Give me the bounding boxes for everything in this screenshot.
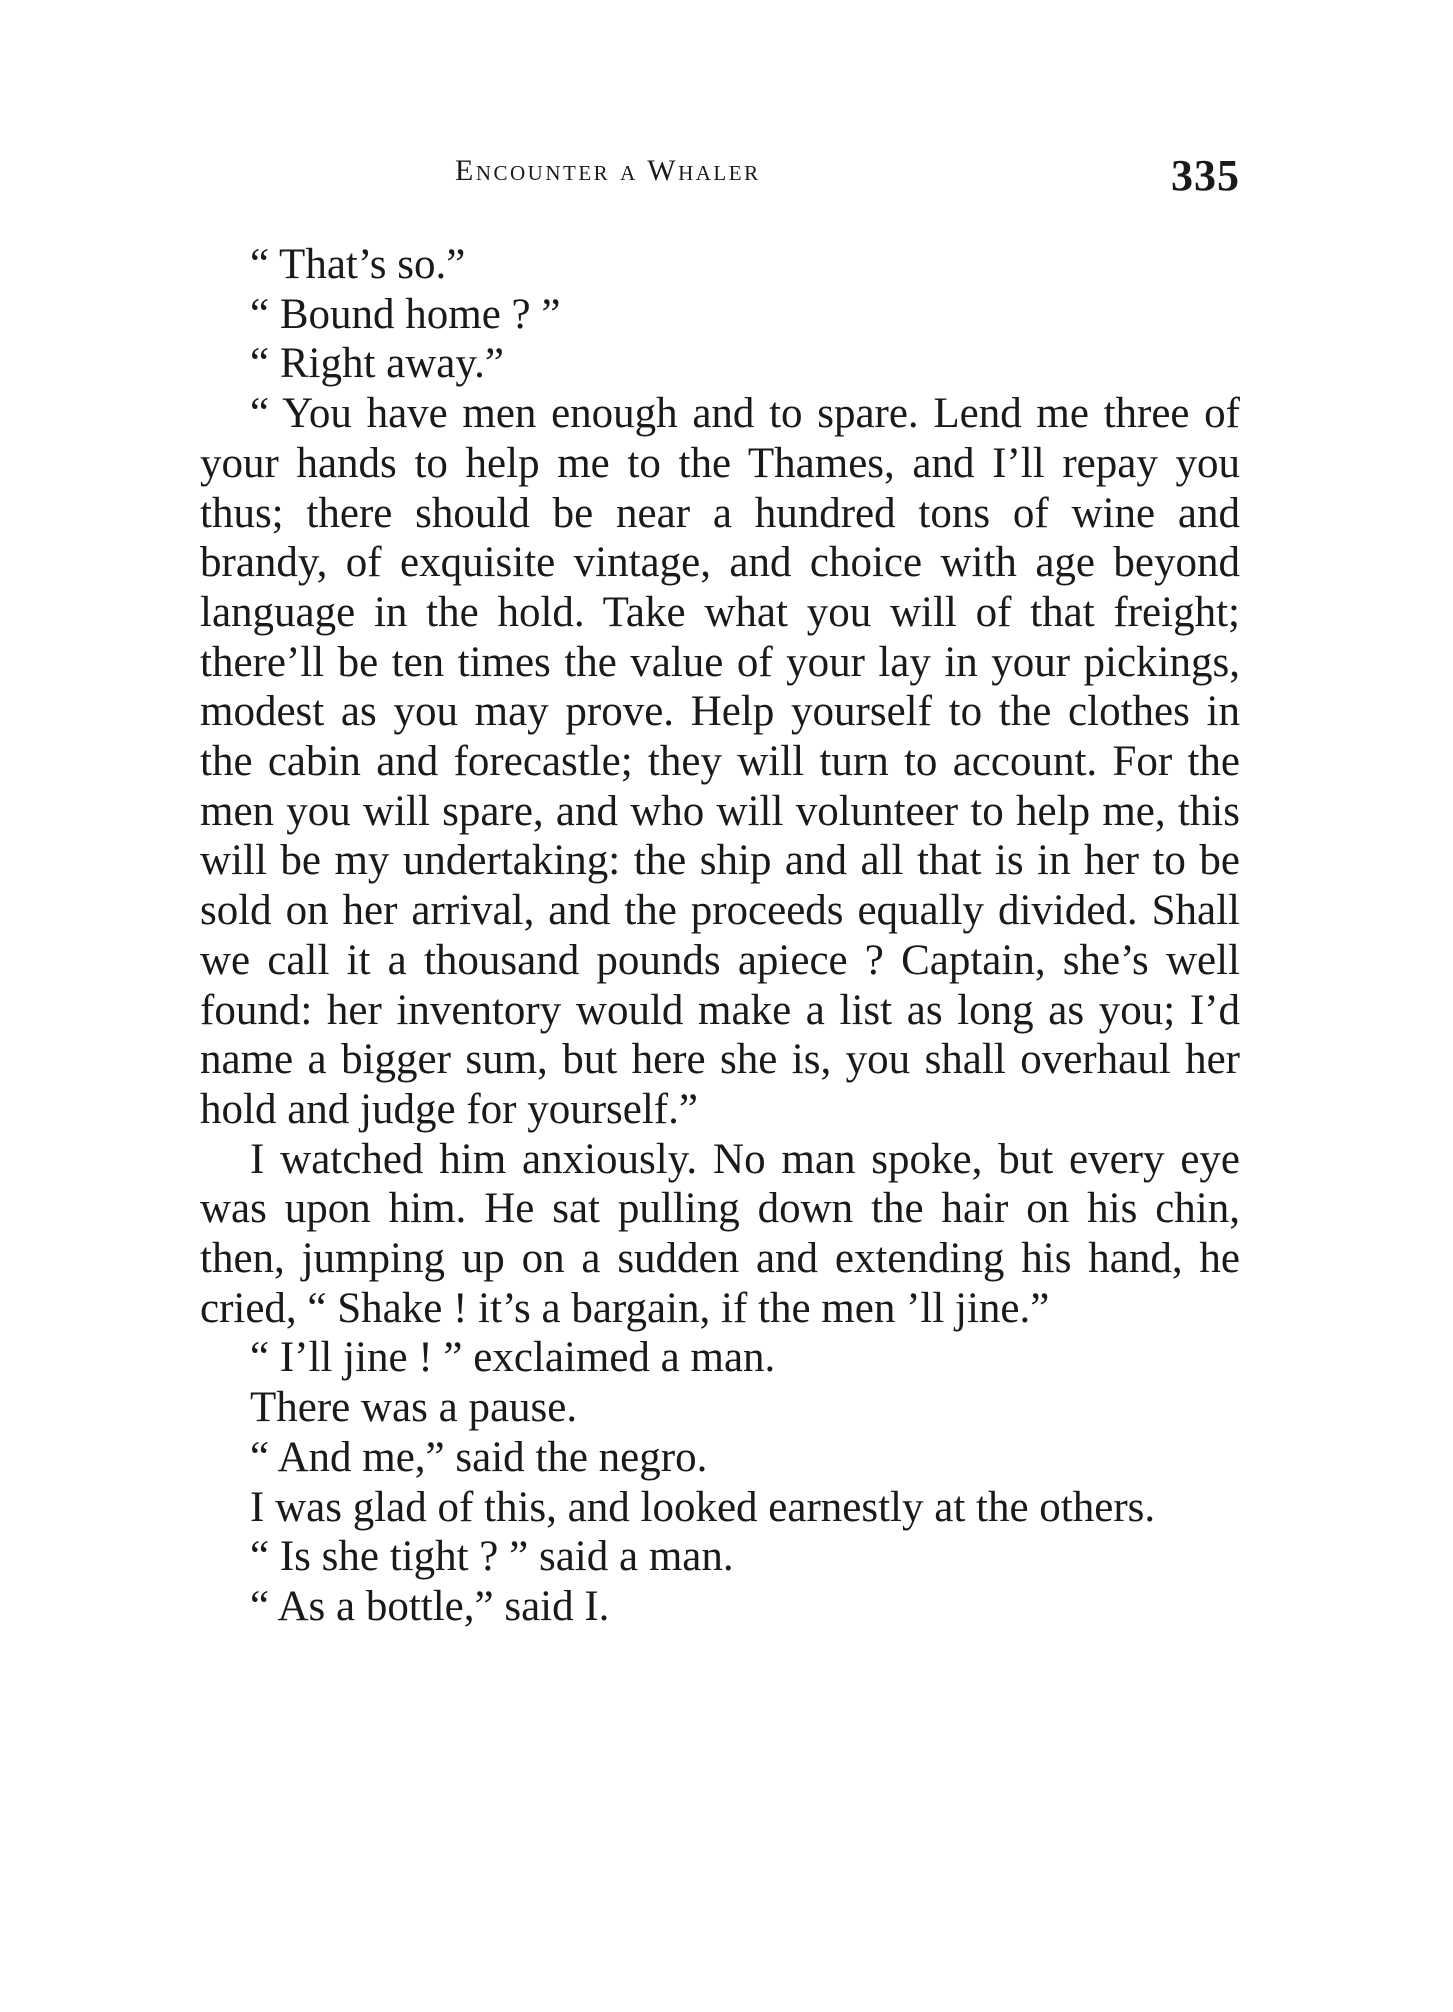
page-header — [200, 150, 1240, 210]
paragraph: “ And me,” said the negro. — [250, 1433, 708, 1481]
running-title: Encounter a Whaler — [455, 154, 761, 187]
paragraph: “ I’ll jine ! ” exclaimed a man. — [250, 1334, 776, 1382]
paragraph: There was a pause. — [250, 1384, 578, 1432]
paragraph: “ Right away.” — [250, 340, 504, 388]
page-number: 335 — [1171, 151, 1240, 200]
paragraph: I watched him anxiously. No man spoke, but every eye was upon him. He sat pulling down the hair on his chin, then, jumping up on a sudden and extending his hand, he cried, “ Shake ! it’s a bargain, if the men ’ll jine.” — [200, 1135, 1240, 1332]
paragraph: “ That’s so.” — [250, 241, 466, 288]
paragraph: “ As a bottle,” said I. — [250, 1582, 610, 1630]
paragraph: I was glad of this, and looked earnestly at the others. — [250, 1483, 1156, 1531]
body-text — [200, 240, 1240, 1632]
paragraph: “ Is she tight ? ” said a man. — [250, 1533, 734, 1581]
paragraph: “ Bound home ? ” — [250, 290, 561, 338]
paragraph: “ You have men enough and to spare. Lend me three of your hands to help me to the Thames, and I’ll repay you thus; there should be near a hundred tons of wine and brandy, of exquisite vintage, and choice with age beyond language in the hold. Take what you will of that freight; there’ll be ten times the value of your lay in your pickings, modest as you may prove. Help yourself to the clothes in the cabin and forecastle; they will turn to account. For the men you will spare, and who will volunteer to help me, this will be my undertaking: the ship and all that is in her to be sold on her arrival, and the proceeds equally divided. Shall we call it a thousand pounds apiece ? Captain, she’s well found: her inventory would make a list as long as you; I’d name a bigger sum, but here she is, you shall overhaul her hold and judge for yourself.” — [200, 390, 1240, 1133]
